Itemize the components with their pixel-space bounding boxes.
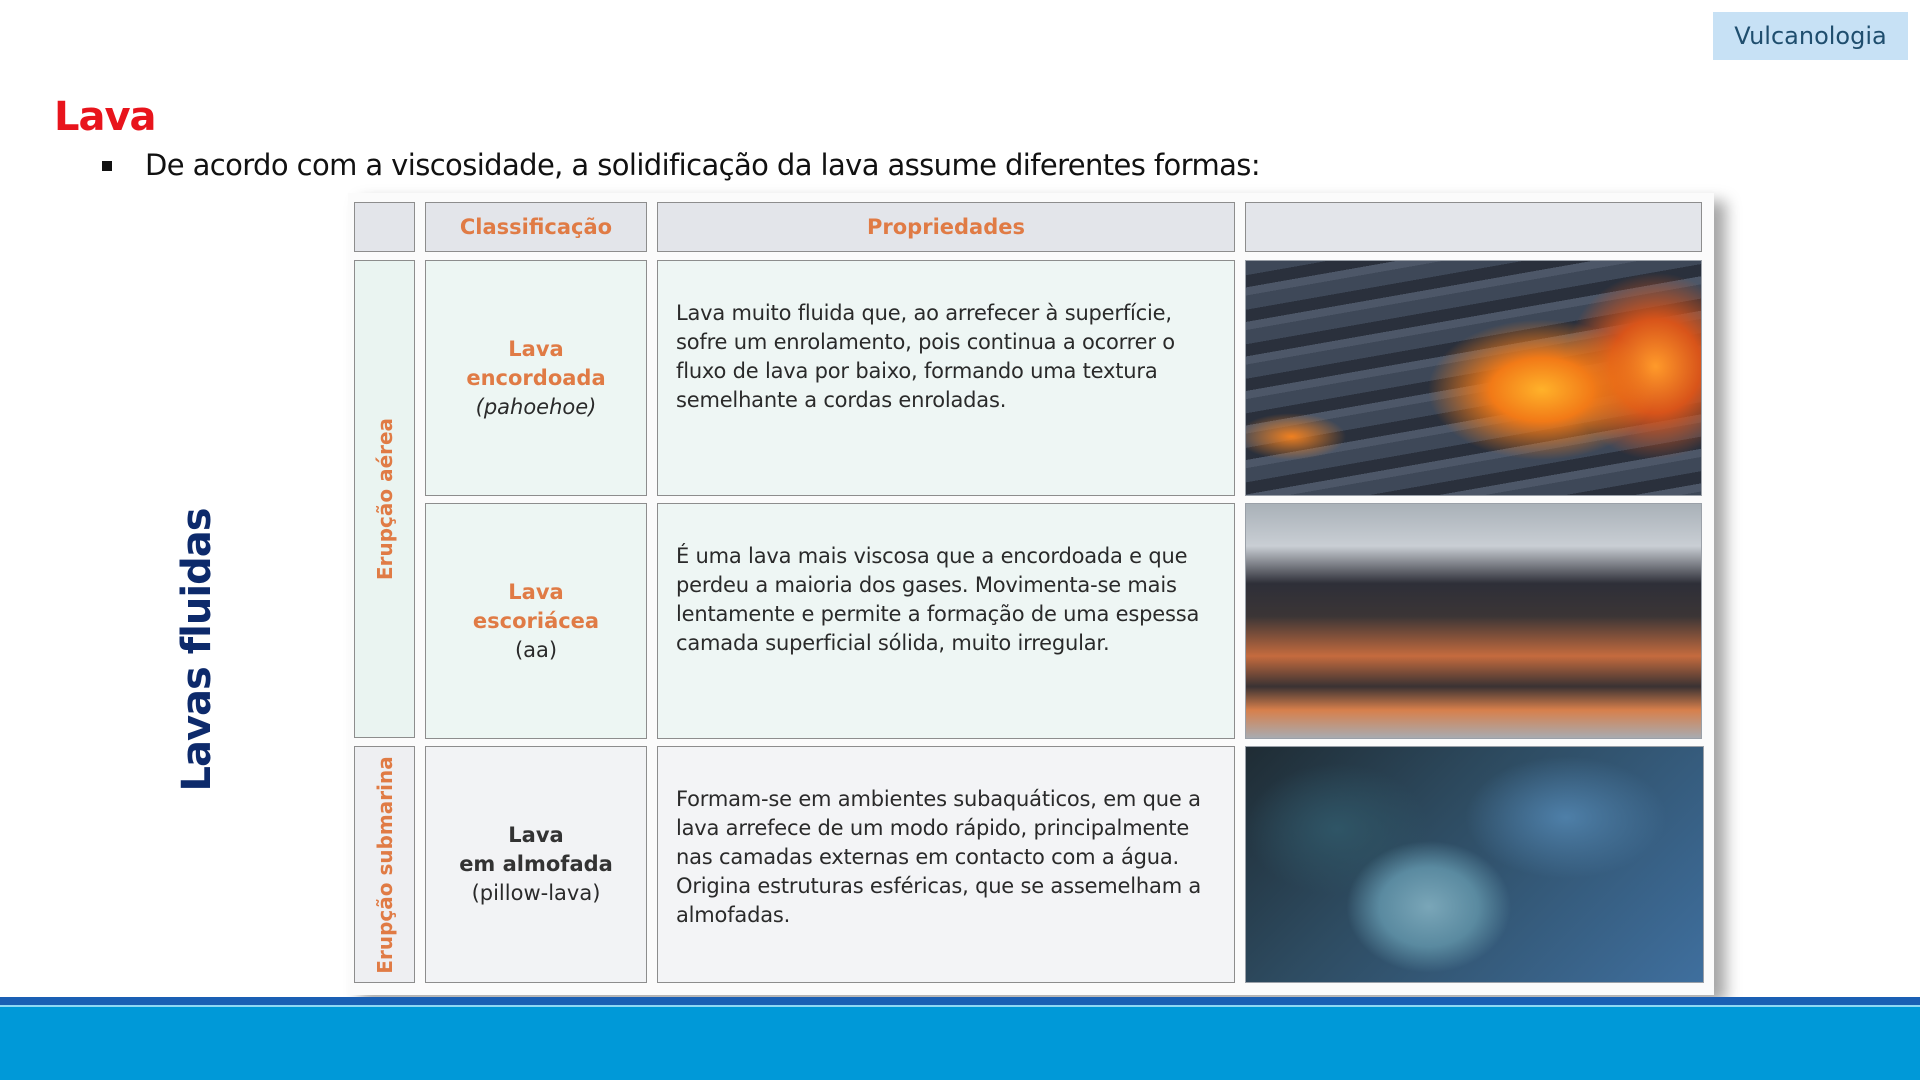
bullet-text: De acordo com a viscosidade, a solidificação da lava assume diferentes formas: <box>145 148 1260 182</box>
bullet-item <box>102 148 1260 182</box>
side-label-lavas-fluidas: Lavas fluidas <box>174 508 220 792</box>
classification-cell <box>425 260 647 496</box>
slide-title: Lava <box>54 94 156 140</box>
bullet-square-icon <box>102 161 112 171</box>
header-classificacao: Classificação <box>425 202 647 252</box>
lava-alt-name: (aa) <box>514 637 558 662</box>
properties-cell: É uma lava mais viscosa que a encordoada e que perdeu a maioria dos gases. Movimenta-se mais lentamente e permite a formação de uma espessa camada superficial sólida, muito irregular. <box>657 503 1235 739</box>
lava-name-line2: encordoada <box>466 365 606 390</box>
group-label: Erupção aérea <box>372 417 397 581</box>
lava-name-line1: Lava <box>508 579 564 604</box>
lava-alt-name: (pahoehoe) <box>475 394 597 419</box>
pahoehoe-lava-photo <box>1245 260 1702 496</box>
group-label: Erupção submarina <box>372 755 397 974</box>
lava-alt-name: (pillow-lava) <box>471 881 601 905</box>
header-cell-empty-left <box>354 202 415 252</box>
lava-name-line2: em almofada <box>459 852 613 876</box>
properties-cell: Lava muito fluida que, ao arrefecer à superfície, sofre um enrolamento, pois continua a ocorrer o fluxo de lava por baixo, formando uma textura semelhante a cordas enroladas. <box>657 260 1235 496</box>
classification-cell <box>425 746 647 983</box>
lava-name-line1: Lava <box>508 336 564 361</box>
lava-classification-table <box>348 193 1714 995</box>
lava-name-line1: Lava <box>508 823 564 847</box>
header-propriedades: Propriedades <box>657 202 1235 252</box>
pillow-lava-photo <box>1245 746 1704 983</box>
group-erupcao-submarina <box>354 746 415 983</box>
topic-tag: Vulcanologia <box>1713 12 1908 60</box>
footer-bar <box>0 1007 1920 1080</box>
footer-dark-strip <box>0 997 1920 1005</box>
classification-cell <box>425 503 647 739</box>
header-cell-empty-right <box>1245 202 1702 252</box>
properties-cell: Formam-se em ambientes subaquáticos, em que a lava arrefece de um modo rápido, principalmente nas camadas externas em contacto com a água. Origina estruturas esféricas, que se assemelham a almofadas. <box>657 746 1235 983</box>
lava-name-line2: escoriácea <box>472 608 600 633</box>
aa-lava-photo <box>1245 503 1702 739</box>
group-erupcao-aerea <box>354 260 415 738</box>
